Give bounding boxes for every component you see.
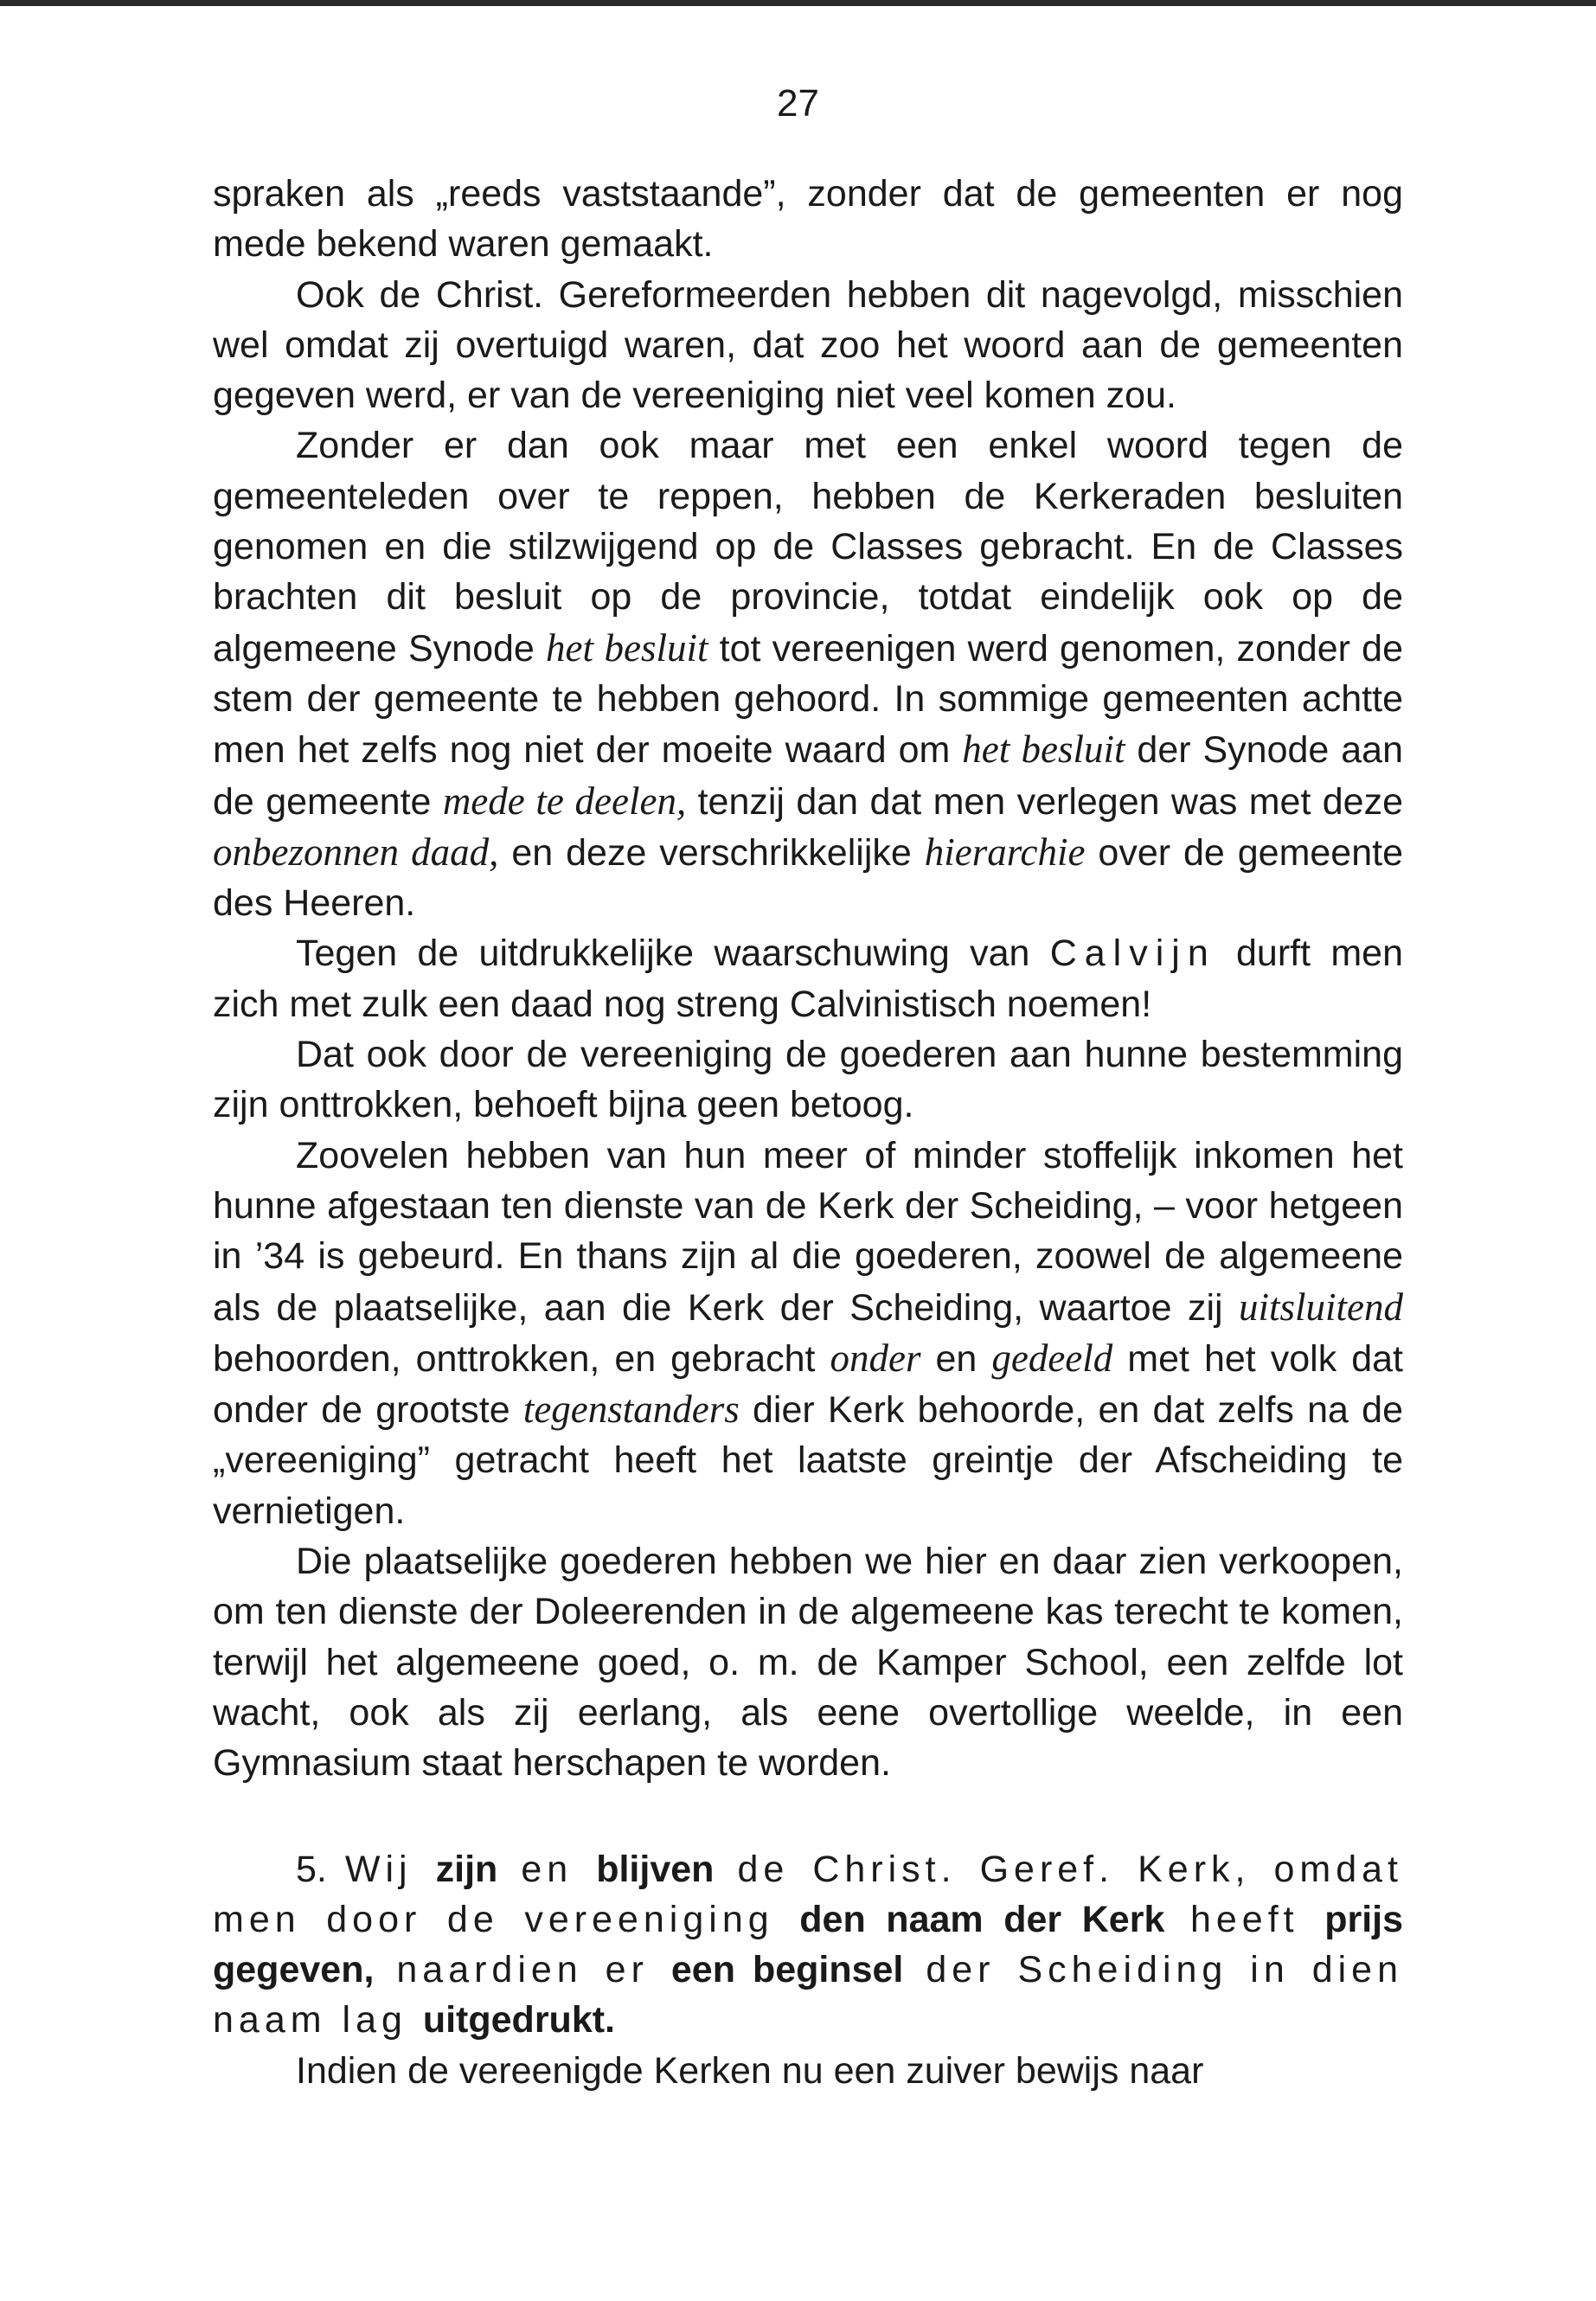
paragraph-6 (213, 1131, 1403, 1536)
italic-phrase: onder (830, 1336, 921, 1380)
spaced-text: naardien er (374, 1949, 671, 1991)
bold-phrase: zijn (435, 1848, 498, 1890)
text-run: spraken als „reeds vaststaande”, zonder dat de gemeenten er nog mede bekend waren gemaakt. (213, 173, 1403, 266)
text-run: over de gemeente des Heeren. (213, 831, 1403, 925)
italic-phrase: mede te deelen, (442, 779, 687, 823)
text-run: tenzij dan dat men verlegen was met deze (686, 780, 1403, 823)
text-run: en deze verschrikkelijke (498, 831, 925, 874)
bold-phrase: blijven (596, 1848, 715, 1890)
text-run: Die plaatselijke goederen hebben we hier en daar zien verkoopen, om ten dienste der Doleerenden in de algemeene kas terecht te komen, terwijl het algemeene goed, o. m. de Kamper School, een zelfde lot wacht, ook als zij eerlang, als eene overtollige weelde, in een Gymnasium staat herschapen te worden. (213, 1541, 1403, 1785)
italic-phrase: hierarchie (924, 830, 1086, 874)
text-run: Indien de vereenigde Kerken nu een zuiver bewijs naar (296, 2049, 1204, 2092)
bold-phrase: een beginsel (670, 1949, 904, 1991)
text-run: dier Kerk behoorde, en dat zelfs na de „vereeniging” getracht heeft het laatste greintje der Afscheiding te vernietigen. (213, 1389, 1403, 1532)
paragraph-1 (213, 169, 1403, 270)
text-run: tot vereenigen werd genomen, zonder de stem der gemeente te hebben gehoord. In sommige gemeenten achtte men het zelfs nog niet der moeite waard om (213, 627, 1403, 772)
bold-phrase: prijs gegeven, (213, 1898, 1404, 1991)
text-run: Dat ook door de vereeniging de goederen aan hunne bestemming zijn onttrokken, behoeft bijna geen betoog. (213, 1034, 1403, 1126)
text-run: Tegen de uitdrukkelijke waarschuwing van (296, 933, 1050, 975)
text-run: en (920, 1337, 992, 1380)
bold-phrase: uitgedrukt. (422, 1999, 616, 2041)
italic-phrase: gedeeld (991, 1336, 1113, 1380)
page-number: 27 (777, 82, 819, 125)
text-run: durft men zich met zulk een daad nog streng Calvinistisch noemen! (213, 933, 1403, 1025)
text-run: behoorden, onttrokken, en gebracht (213, 1337, 830, 1380)
italic-phrase: het besluit (546, 625, 708, 670)
text-run: Zoovelen hebben van hun meer of minder stoffelijk inkomen het hunne afgestaan ten dienste van de Kerk der Scheiding, – voor hetgeen in ’34 is gebeurd. En thans zijn al die goederen, zoowel de algemeene als de plaatselijke, aan die Kerk der Scheiding, waartoe zij (213, 1134, 1403, 1329)
spaced-text: der Scheiding in dien naam lag (213, 1949, 1404, 2041)
italic-phrase: het besluit (962, 727, 1125, 772)
text-run: Zonder er dan ook maar met een enkel woord tegen de gemeenteleden over te reppen, hebben de Kerkeraden besluiten genomen en die stilzwijgend op de Classes gebracht. En de Classes brachten dit besluit op de provincie, totdat eindelijk ook op de algemeene Synode (213, 425, 1403, 670)
spaced-text: Wij (344, 1848, 436, 1890)
paragraph-9 (213, 2046, 1403, 2096)
paragraph-2 (213, 270, 1403, 421)
spaced-text: heeft (1164, 1898, 1325, 1940)
body-text (213, 169, 1403, 2096)
paragraph-8 (213, 1844, 1403, 2046)
text-run: der Synode aan de gemeente (213, 729, 1404, 823)
paragraph-4 (213, 928, 1403, 1029)
spaced-name: Calvijn (1049, 933, 1216, 975)
italic-phrase: onbezonnen daad, (213, 830, 499, 874)
text-run: Ook de Christ. Gereformeerden hebben dit nagevolgd, misschien wel omdat zij overtuigd waren, dat zoo het woord aan de gemeenten gegeven werd, er van de vereeniging niet veel komen zou. (213, 273, 1403, 417)
spaced-text: en (497, 1848, 597, 1890)
paragraph-7 (213, 1536, 1403, 1788)
text-run: met het volk dat onder de grootste (213, 1337, 1403, 1432)
paragraph-3 (213, 420, 1403, 928)
text-run: 5. (296, 1848, 345, 1890)
bold-phrase: den naam der Kerk (799, 1898, 1165, 1940)
italic-phrase: tegenstanders (522, 1388, 740, 1432)
italic-phrase: uitsluitend (1239, 1285, 1403, 1329)
spaced-text: de Christ. Geref. Kerk, omdat men door de vereeniging (213, 1848, 1404, 1940)
paragraph-5 (213, 1029, 1403, 1131)
top-border-rule (0, 0, 1596, 6)
